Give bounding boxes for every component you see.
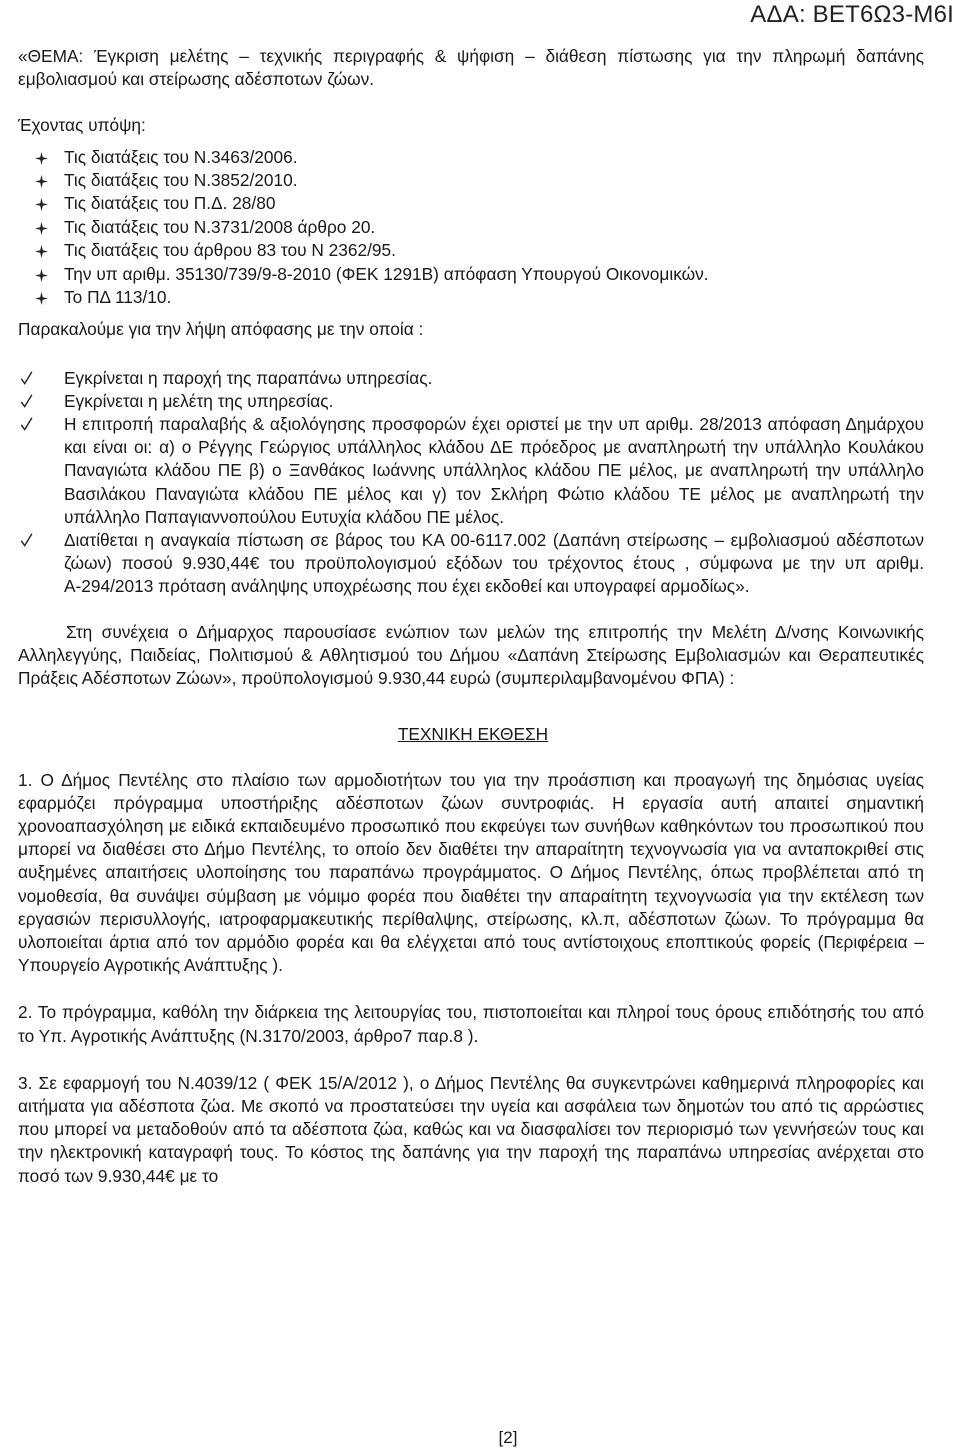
list-item: Εγκρίνεται η μελέτη της υπηρεσίας. <box>18 390 924 413</box>
checkmark-icon <box>20 417 33 431</box>
diamond-bullet-icon <box>35 269 48 282</box>
checkmark-icon <box>20 533 33 547</box>
list-item: Τις διατάξεις του Π.Δ. 28/80 <box>18 192 924 215</box>
section-paragraph: 3. Σε εφαρμογή του Ν.4039/12 ( ΦΕΚ 15/Α/2012 ), ο Δήμος Πεντέλης θα συγκεντρώνει καθημερινά πληροφορίες και αιτήματα για αδέσποτα ζώα. Με σκοπό να προστατεύσει την υγεία και ασφάλεια των δημοτών του από τις αρρώστιες που μπορεί να μεταδοθούν από τα αδέσποτα ζώα, καθώς και να διασφαλίσει τον περιορισμό των γεννήσεών τους και την ηλεκτρονική καταγραφή τους. Το κόστος της δαπάνης για την παροχή της παραπάνω υπηρεσίας ανέρχεται στο ποσό των 9.930,44€ με το <box>18 1072 924 1186</box>
list-item: Διατίθεται η αναγκαία πίστωση σε βάρος του ΚΑ 00-6117.002 (Δαπάνη στείρωσης – εμβολιασμού αδέσποτων ζώων) ποσού 9.930,44€ του προϋπολογισμού εξόδων του τρέχοντος έτους , σύμφωνα με την υπ αριθμ. Α-294/2013 πρόταση ανάληψης υποχρέωσης που έχει εκδοθεί και υπογραφεί αρμοδίως». <box>18 529 924 599</box>
diamond-bullet-icon <box>35 245 48 258</box>
diamond-bullet-icon <box>35 175 48 188</box>
section-paragraph: 2. Το πρόγραμμα, καθόλη την διάρκεια της λειτουργίας του, πιστοποιείται και πληροί τους όρους επιδότησής του από το Υπ. Αγροτικής Ανάπτυξης (Ν.3170/2003, άρθρο7 παρ.8 ). <box>18 1002 924 1046</box>
list-item: Το ΠΔ 113/10. <box>18 286 924 309</box>
legal-references-list <box>18 146 924 310</box>
list-item: Τις διατάξεις του Ν.3463/2006. <box>18 146 924 169</box>
subject-paragraph: «ΘΕΜΑ: Έγκριση μελέτης – τεχνικής περιγραφής & ψήφιση – διάθεση πίστωσης για την πληρωμή δαπάνης εμβολιασμού και στείρωσης αδέσποτων ζώων. <box>18 46 924 90</box>
checkmark-icon <box>20 371 33 385</box>
list-item: Τις διατάξεις του Ν.3852/2010. <box>18 169 924 192</box>
decisions-list <box>18 367 924 599</box>
document-body <box>18 45 924 1212</box>
considering-label: Έχοντας υπόψη: <box>18 115 146 136</box>
diamond-bullet-icon <box>35 222 48 235</box>
list-item: Τις διατάξεις του Ν.3731/2008 άρθρο 20. <box>18 216 924 239</box>
ada-code: ΑΔΑ: ΒΕΤ6Ω3-Μ6Ι <box>750 1 954 28</box>
list-item: Εγκρίνεται η παροχή της παραπάνω υπηρεσίας. <box>18 367 924 390</box>
section-paragraph: 1. Ο Δήμος Πεντέλης στο πλαίσιο των αρμοδιοτήτων του για την προάσπιση και προαγωγή της δημόσιας υγείας εφαρμόζει πρόγραμμα υποστήριξης αδέσποτων ζώων συντροφιάς. Η εργασία αυτή απαιτεί σημαντική χρονοαπασχόληση με ειδικά εκπαιδευμένο προσωπικό που εκφεύγει των συνήθων καθηκόντων του προσωπικού που μπορεί να διαθέσει στο Δήμο Πεντέλης, το οποίο δεν διαθέτει την απαραίτητη τεχνογνωσία για να ανταποκριθεί στις αυξημένες απαιτήσεις υλοποίησης του παραπάνω προγράμματος. Ο Δήμος Πεντέλης, όπως προβλέπεται από τη νομοθεσία, θα συνάψει σύμβαση με νόμιμο φορέα που διαθέτει την απαραίτητη τεχνογνωσία για την εκτέλεση των εργασιών περισυλλογής, ιατροφαρμακευτικής περίθαλψης, στείρωσης, κλ.π, αδέσποτων ζώων. Το πρόγραμμα θα υλοποιείται άρτια από τον αρμόδιο φορέα και θα ελέγχεται από τους αντίστοιχους εποπτικούς φορείς (Περιφέρεια – Υπουργείο Αγροτικής Ανάπτυξης ). <box>18 769 924 976</box>
page-number: [2] <box>498 1428 518 1447</box>
diamond-bullet-icon <box>35 292 48 305</box>
list-item: Τις διατάξεις του άρθρου 83 του Ν 2362/95. <box>18 239 924 262</box>
technical-report-heading: ΤΕΧΝΙΚΗ ΕΚΘΕΣΗ <box>397 724 549 745</box>
checkmark-icon <box>20 394 33 408</box>
list-item: Την υπ αριθμ. 35130/739/9-8-2010 (ΦΕΚ 1291Β) απόφαση Υπουργού Οικονομικών. <box>18 263 924 286</box>
continuation-paragraph: Στη συνέχεια ο Δήμαρχος παρουσίασε ενώπιον των μελών της επιτροπής την Μελέτη Δ/νσης Κοινωνικής Αλληλεγγύης, Παιδείας, Πολιτισμού & Αθλητισμού του Δήμου «Δαπάνη Στείρωσης Εμβολιασμών και Θεραπευτικές Πράξεις Αδέσποτων Ζώων», προϋπολογισμού 9.930,44 ευρώ (συμπεριλαμβανομένου ΦΠΑ) : <box>18 621 924 689</box>
list-item: Η επιτροπή παραλαβής & αξιολόγησης προσφορών έχει οριστεί με την υπ αριθμ. 28/2013 απόφαση Δημάρχου και είναι οι: α) ο Ρέγγης Γεώργιος υπάλληλος κλάδου ΔΕ πρόεδρος με αναπληρωτή την υπάλληλο Κουλάκου Παναγιώτα κλάδου ΠΕ β) ο Ξανθάκος Ιωάννης υπάλληλος κλάδου ΠΕ μέλος, με αναπληρωτή την υπάλληλο Βασιλάκου Παναγιώτα κλάδου ΠΕ μέλος και γ) τον Σκλήρη Φώτιο κλάδου ΤΕ μέλος με αναπληρωτή την υπάλληλο Παπαγιαννοπούλου Ευτυχία κλάδου ΠΕ μέλος. <box>18 413 924 529</box>
diamond-bullet-icon <box>35 198 48 211</box>
request-paragraph: Παρακαλούμε για την λήψη απόφασης με την οποία : <box>18 319 424 340</box>
diamond-bullet-icon <box>35 152 48 165</box>
